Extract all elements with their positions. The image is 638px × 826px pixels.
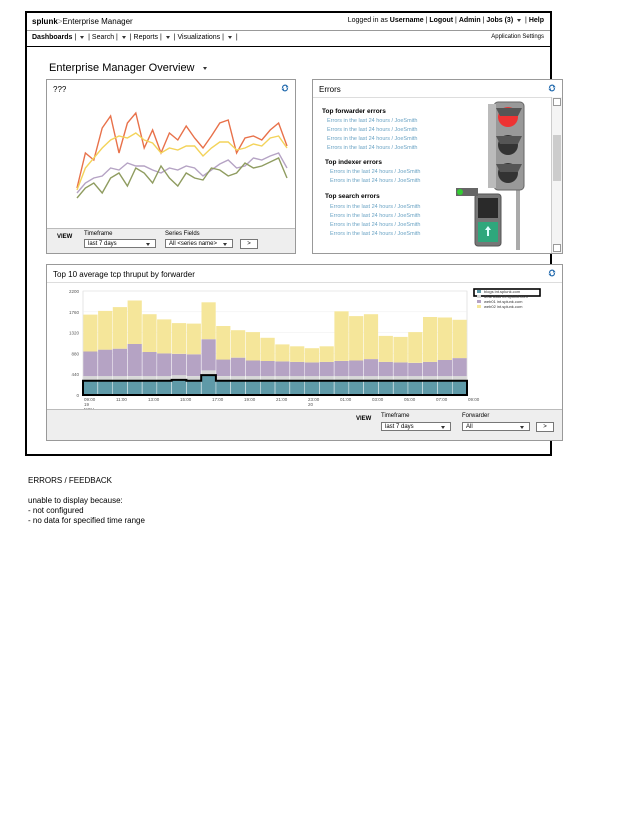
- bar-blogs: [128, 381, 142, 395]
- bar-blogs: [349, 381, 363, 395]
- refresh-icon[interactable]: [548, 84, 556, 92]
- bar-web01: [305, 362, 319, 376]
- error-link[interactable]: Errors in the last 24 hours / JoeSmith: [330, 169, 421, 175]
- error-link[interactable]: Errors in the last 24 hours / JoeSmith: [327, 127, 418, 133]
- errors-panel: [312, 79, 563, 254]
- bar-web01: [349, 361, 363, 377]
- bar-web01: [275, 361, 289, 376]
- chevron-down-icon: [520, 426, 524, 429]
- bar-web01: [216, 360, 230, 377]
- bar-web02: [364, 314, 378, 359]
- chevron-down-icon: [146, 243, 150, 246]
- bar-web01: [364, 359, 378, 376]
- legend-swatch: [477, 305, 481, 308]
- x-tick-label: 09:00: [84, 397, 96, 402]
- x-tick-label: 20: [308, 402, 314, 407]
- x-tick-label: 23:00: [308, 397, 320, 402]
- bar-blogs: [423, 381, 437, 395]
- top-bar: [27, 13, 550, 31]
- bar-blogs: [379, 381, 393, 395]
- legend-swatch: [477, 290, 481, 293]
- error-link[interactable]: Errors in the last 24 hours / JoeSmith: [330, 204, 421, 210]
- bar-web01: [246, 361, 260, 377]
- splunk-logo[interactable]: [32, 17, 133, 26]
- x-tick-label: 03:00: [372, 397, 384, 402]
- search-errors-heading: Top search errors: [325, 193, 380, 200]
- nav-search[interactable]: Search: [91, 34, 115, 41]
- legend-swatch: [477, 295, 481, 298]
- bar-web02: [290, 346, 304, 362]
- bar-web02: [423, 317, 437, 362]
- x-tick-label: 17:00: [212, 397, 224, 402]
- bar-web02: [305, 348, 319, 362]
- bar-web02: [453, 320, 467, 358]
- bar-blogs: [394, 381, 408, 395]
- feedback-title: ERRORS / FEEDBACK: [28, 476, 113, 485]
- bar-web01: [202, 339, 216, 370]
- line-series-series1: [77, 113, 287, 188]
- refresh-icon[interactable]: [281, 84, 289, 92]
- user-bar: Logged in as Username | Logout | Admin | Jobs (3) | Help: [347, 17, 544, 24]
- jobs-dropdown-icon[interactable]: [517, 19, 521, 22]
- app-window: [25, 11, 552, 456]
- error-link[interactable]: Errors in the last 24 hours / JoeSmith: [330, 213, 421, 219]
- timeframe-select[interactable]: [381, 422, 451, 431]
- bar-web01: [320, 362, 334, 376]
- nav-reports[interactable]: Reports: [133, 34, 159, 41]
- scroll-thumb[interactable]: [553, 135, 561, 181]
- go-button[interactable]: >: [536, 422, 554, 432]
- bar-blogs: [275, 381, 289, 395]
- divider: [47, 282, 562, 283]
- chevron-down-icon: [223, 243, 227, 246]
- bar-blogs: [157, 381, 171, 395]
- view-label: VIEW: [356, 416, 372, 422]
- indexer-errors-heading: Top indexer errors: [325, 159, 382, 166]
- x-tick-label: 13:00: [148, 397, 160, 402]
- logo-app-name: Enterprise Manager: [62, 17, 133, 26]
- bar-web01: [261, 361, 275, 376]
- bar-web01: [290, 362, 304, 376]
- y-tick-label: 880: [71, 351, 79, 357]
- x-tick-label: 19: [84, 402, 90, 407]
- y-tick-label: 2200: [68, 289, 79, 294]
- y-tick-label: 1320: [68, 330, 79, 336]
- bar-web01: [142, 352, 156, 376]
- bar-blogs: [453, 381, 467, 395]
- bar-blogs: [83, 381, 97, 395]
- search-dropdown-icon[interactable]: [122, 36, 126, 39]
- divider: [313, 97, 552, 98]
- bar-web02: [83, 315, 97, 352]
- page-title-dropdown-icon[interactable]: [203, 67, 207, 70]
- bar-web02: [246, 332, 260, 360]
- bar-chart: [47, 285, 562, 410]
- bar-web01: [83, 352, 97, 377]
- bar-web01: [157, 353, 171, 376]
- bar-blogs: [187, 381, 201, 395]
- bar-web02: [142, 314, 156, 352]
- bar-web01: [408, 363, 422, 376]
- error-link[interactable]: Errors in the last 24 hours / JoeSmith: [330, 178, 421, 184]
- error-link[interactable]: Errors in the last 24 hours / JoeSmith: [327, 136, 418, 142]
- x-tick-label: 19:00: [244, 397, 256, 402]
- x-tick-label: 21:00: [276, 397, 288, 402]
- bar-web02: [128, 301, 142, 345]
- thruput-panel: [46, 264, 563, 441]
- line-chart-panel: [46, 79, 296, 254]
- x-tick-label: 07:00: [436, 397, 448, 402]
- bar-web01: [98, 350, 112, 377]
- dashboards-dropdown-icon[interactable]: [80, 36, 84, 39]
- admin-link[interactable]: Admin: [458, 17, 481, 24]
- bar-web01: [394, 362, 408, 376]
- bar-web02: [394, 337, 408, 363]
- bar-blogs: [216, 381, 230, 395]
- series-fields-label: Series Fields: [165, 231, 200, 237]
- bar-blogs: [202, 375, 216, 395]
- reports-dropdown-icon[interactable]: [166, 36, 170, 39]
- feedback-intro: unable to display because:: [28, 496, 123, 505]
- scroll-up-icon[interactable]: [553, 98, 561, 106]
- bar-blogs: [98, 381, 112, 395]
- bar-web01: [453, 358, 467, 376]
- bar-blogs: [231, 381, 245, 395]
- view-bar: [47, 409, 562, 440]
- application-settings-link[interactable]: Application Settings: [491, 34, 544, 40]
- bar-web01: [172, 354, 186, 375]
- bar-web02: [231, 330, 245, 357]
- forwarder-select[interactable]: [462, 422, 530, 431]
- bar-web02: [157, 319, 171, 353]
- nav-dashboards[interactable]: Dashboards: [32, 34, 73, 41]
- jobs-link[interactable]: Jobs (3): [486, 17, 514, 24]
- bar-blogs: [320, 381, 334, 395]
- bar-web01: [187, 354, 201, 376]
- series-fields-select[interactable]: [165, 239, 233, 248]
- y-tick-label: 440: [71, 372, 79, 378]
- legend-entry: download int.splunk.com: [484, 294, 528, 299]
- error-link[interactable]: Errors in the last 24 hours / JoeSmith: [327, 118, 418, 124]
- x-tick-label: 05:00: [404, 397, 416, 402]
- username-link[interactable]: Username: [389, 17, 424, 24]
- bar-web01: [379, 362, 393, 376]
- bar-blogs: [408, 381, 422, 395]
- bar-blogs: [142, 381, 156, 395]
- x-tick-label: 11:00: [116, 397, 127, 402]
- legend-entry: web01 int.splunk.com: [484, 299, 523, 304]
- bar-blogs: [172, 380, 186, 395]
- y-tick-label: 1760: [68, 309, 79, 315]
- error-link[interactable]: Errors in the last 24 hours / JoeSmith: [327, 145, 418, 151]
- bar-web01: [334, 361, 348, 376]
- chevron-down-icon: [441, 426, 445, 429]
- traffic-light-icon: [448, 102, 548, 252]
- line-series-series4: [77, 158, 287, 198]
- nav-bar: Dashboards | | Search | | Reports | | Visualizations | | Application Settings: [27, 31, 550, 47]
- bar-web02: [408, 332, 422, 363]
- bar-blogs: [305, 381, 319, 395]
- bar-blogs: [438, 381, 452, 395]
- go-button[interactable]: >: [240, 239, 258, 249]
- bar-web02: [113, 307, 127, 349]
- bar-blogs: [246, 381, 260, 395]
- forwarder-errors-heading: Top forwarder errors: [322, 108, 386, 115]
- bar-blogs: [261, 381, 275, 395]
- bar-web02: [261, 338, 275, 361]
- panel-title: Top 10 average tcp thruput by forwarder: [53, 270, 195, 279]
- bar-web02: [172, 323, 186, 354]
- x-tick-label: 01:00: [340, 397, 352, 402]
- logo-separator: >: [57, 17, 63, 26]
- bar-blogs: [364, 381, 378, 395]
- legend-entry: blogs int.splunk.com: [484, 289, 521, 294]
- bar-blogs: [113, 381, 127, 395]
- bar-web02: [202, 302, 216, 339]
- view-bar: [47, 228, 295, 253]
- nav-visualizations[interactable]: Visualizations: [177, 34, 221, 41]
- bar-web02: [379, 336, 393, 362]
- bar-web02: [275, 344, 289, 361]
- series-fields-value: All <series name>: [169, 241, 218, 247]
- timeframe-value: last 7 days: [385, 424, 414, 430]
- bar-blogs: [290, 381, 304, 395]
- bar-web01: [423, 362, 437, 376]
- logged-in-label: Logged in as: [347, 17, 388, 24]
- bar-web01: [438, 360, 452, 376]
- bar-web02: [98, 311, 112, 350]
- bar-web02: [320, 346, 334, 362]
- logo-brand: splunk: [32, 17, 58, 26]
- line-series-series3: [77, 153, 287, 193]
- x-tick-label: 09:00: [468, 397, 480, 402]
- legend-swatch: [477, 300, 481, 303]
- errors-scrollbar[interactable]: [551, 97, 562, 253]
- bar-web01: [113, 349, 127, 376]
- bar-web02: [349, 316, 363, 360]
- panel-title: ???: [53, 85, 67, 94]
- feedback-reason-1: - not configured: [28, 506, 84, 515]
- bar-web02: [187, 324, 201, 355]
- bar-web01: [231, 358, 245, 376]
- bar-web01: [128, 344, 142, 376]
- feedback-reason-2: - no data for specified time range: [28, 516, 145, 525]
- timeframe-select[interactable]: [84, 239, 156, 248]
- visualizations-dropdown-icon[interactable]: [228, 36, 232, 39]
- forwarder-value: All: [466, 424, 473, 430]
- page-title-text: Enterprise Manager Overview: [49, 62, 195, 74]
- refresh-icon[interactable]: [548, 269, 556, 277]
- bar-web02: [216, 326, 230, 360]
- timeframe-value: last 7 days: [88, 241, 117, 247]
- timeframe-label: Timeframe: [84, 231, 113, 237]
- feedback-notes: [28, 476, 145, 526]
- logout-link[interactable]: Logout: [429, 17, 454, 24]
- bar-web02: [438, 318, 452, 361]
- forwarder-label: Forwarder: [462, 413, 490, 419]
- line-chart: [47, 98, 295, 228]
- error-link[interactable]: Errors in the last 24 hours / JoeSmith: [330, 222, 421, 228]
- bar-blogs: [334, 381, 348, 395]
- view-label: VIEW: [57, 234, 73, 240]
- bar-web02: [334, 311, 348, 361]
- legend-entry: web02 int.splunk.com: [484, 304, 523, 309]
- x-tick-label: 15:00: [180, 397, 192, 402]
- page-title[interactable]: [49, 62, 209, 74]
- error-link[interactable]: Errors in the last 24 hours / JoeSmith: [330, 231, 421, 237]
- y-tick-label: 0: [76, 393, 79, 398]
- scroll-down-icon[interactable]: [553, 244, 561, 252]
- help-link[interactable]: Help: [528, 17, 544, 24]
- timeframe-label: Timeframe: [381, 413, 410, 419]
- panel-title: Errors: [319, 85, 341, 94]
